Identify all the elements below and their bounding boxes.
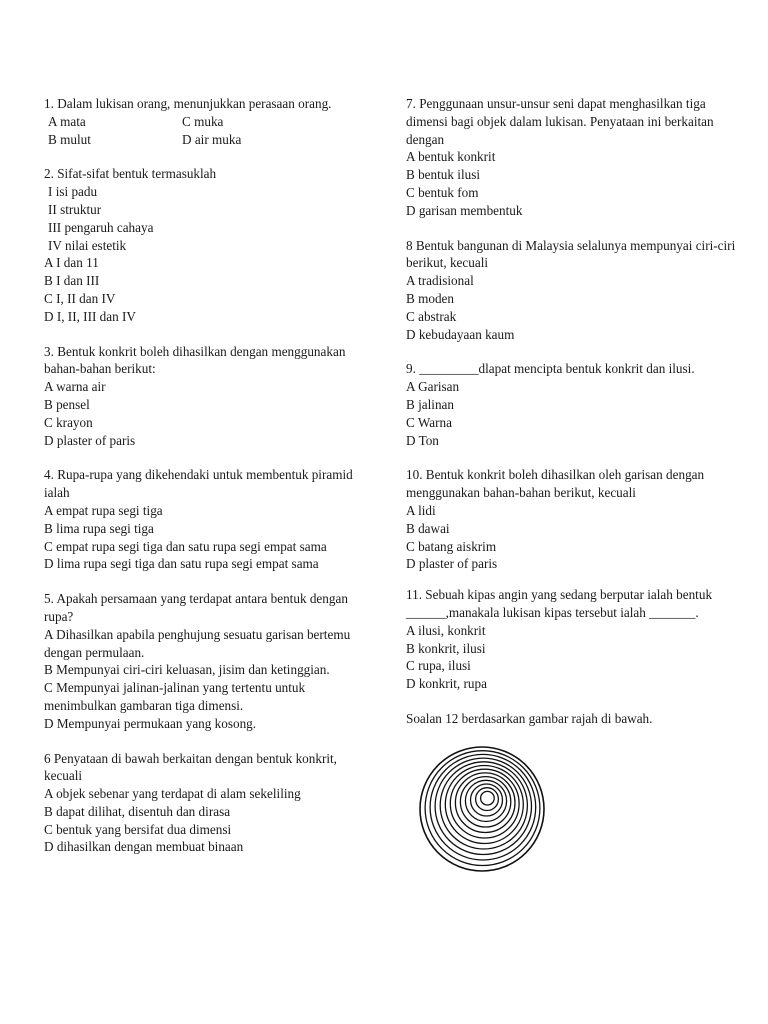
option-c: C krayon <box>44 414 93 430</box>
option-b: B dapat dilihat, disentuh dan dirasa <box>44 803 231 819</box>
concentric-circles-figure <box>418 744 548 874</box>
question-stem: 2. Sifat-sifat bentuk termasuklah <box>44 166 217 182</box>
left-column <box>44 95 374 856</box>
option-a: A warna air <box>44 379 106 395</box>
option-d: D plaster of paris <box>406 556 498 572</box>
option-d: D kebudayaan kaum <box>406 326 515 342</box>
option-a: A I dan 11 <box>44 255 99 271</box>
option-a: A tradisional <box>406 273 474 289</box>
option-c: C Mempunyai jalinan-jalinan yang tertentu untuk menimbulkan gambaran tiga dimensi. <box>44 680 306 713</box>
option-d: D Mempunyai permukaan yang kosong. <box>44 715 257 731</box>
question-6 <box>44 750 374 857</box>
concentric-circles-figure <box>418 744 548 874</box>
option-c: C empat rupa segi tiga dan satu rupa segi empat sama <box>44 538 327 554</box>
option-d: D lima rupa segi tiga dan satu rupa segi empat sama <box>44 556 319 572</box>
roman-item: I isi padu <box>48 184 98 200</box>
option-c: C bentuk fom <box>406 184 479 200</box>
option-a: A Garisan <box>406 379 460 395</box>
option-d: D dihasilkan dengan membuat binaan <box>44 839 244 855</box>
option-b: B dawai <box>406 520 450 536</box>
roman-item: II struktur <box>48 201 102 217</box>
question-2 <box>44 165 374 325</box>
question-stem: 8 Bentuk bangunan di Malaysia selalunya mempunyai ciri-ciri berikut, kecuali <box>406 237 736 271</box>
option-b: B lima rupa segi tiga <box>44 520 154 536</box>
ring <box>465 780 506 821</box>
option-c: C Warna <box>406 414 452 430</box>
question-stem: 9. _________dlapat mencipta bentuk konkrit dan ilusi. <box>406 361 695 377</box>
option-b: B jalinan <box>406 396 454 412</box>
question-10 <box>406 466 736 573</box>
question-3 <box>44 343 374 450</box>
roman-item: IV nilai estetik <box>48 237 127 253</box>
option-c: C bentuk yang bersifat dua dimensi <box>44 821 232 837</box>
question-9 <box>406 360 736 449</box>
question-11 <box>406 586 736 693</box>
option-b: B I dan III <box>44 273 100 289</box>
option-d: D konkrit, rupa <box>406 676 487 692</box>
option-d: D garisan membentuk <box>406 202 523 218</box>
question-stem: 5. Apakah persamaan yang terdapat antara bentuk dengan rupa? <box>44 591 348 624</box>
question-12-intro <box>406 710 736 728</box>
question-stem: 11. Sebuah kipas angin yang sedang berputar ialah bentuk ______,manakala lukisan kipas tersebut ialah _______. <box>406 587 713 620</box>
question-stem: 7. Penggunaan unsur-unsur seni dapat menghasilkan tiga dimensi bagi objek dalam lukisan. Penyataan ini berkaitan dengan <box>406 96 714 147</box>
question-8 <box>406 237 736 344</box>
option-b: B konkrit, ilusi <box>406 640 486 656</box>
question-stem: Soalan 12 berdasarkan gambar rajah di bawah. <box>406 710 653 726</box>
right-column <box>406 95 736 874</box>
option-a: A mata <box>48 113 86 129</box>
option-c: C rupa, ilusi <box>406 658 471 674</box>
option-b: B mulut <box>48 131 91 147</box>
question-7 <box>406 95 736 220</box>
question-1 <box>44 95 374 148</box>
option-b: B Mempunyai ciri-ciri keluasan, jisim dan ketinggian. <box>44 662 330 678</box>
option-c: C batang aiskrim <box>406 538 497 554</box>
option-a: A lidi <box>406 502 436 518</box>
option-d: D plaster of paris <box>44 432 136 448</box>
option-a: A empat rupa segi tiga <box>44 502 163 518</box>
question-stem: 10. Bentuk konkrit boleh dihasilkan oleh garisan dengan menggunakan bahan-bahan berikut, kecuali <box>406 467 705 501</box>
option-c: C I, II dan IV <box>44 290 116 306</box>
option-a: A bentuk konkrit <box>406 149 496 165</box>
option-a: A Dihasilkan apabila penghujung sesuatu garisan bertemu dengan permulaan. <box>44 626 351 660</box>
question-stem: 1. Dalam lukisan orang, menunjukkan perasaan orang. <box>44 96 332 111</box>
ring <box>481 791 495 805</box>
option-grid <box>44 113 374 149</box>
option-d: D I, II, III dan IV <box>44 308 136 324</box>
question-stem: 6 Penyataan di bawah berkaitan dengan bentuk konkrit, kecuali <box>44 750 337 784</box>
option-b: B bentuk ilusi <box>406 167 480 183</box>
option-c: C muka <box>182 113 224 129</box>
option-b: B pensel <box>44 396 90 412</box>
option-b: B moden <box>406 290 454 306</box>
option-a: A objek sebenar yang terdapat di alam sekeliling <box>44 786 301 802</box>
option-a: A ilusi, konkrit <box>406 622 486 638</box>
question-4 <box>44 466 374 573</box>
option-d: D air muka <box>182 131 242 147</box>
question-stem: 3. Bentuk konkrit boleh dihasilkan dengan menggunakan bahan-bahan berikut: <box>44 343 346 377</box>
question-stem: 4. Rupa-rupa yang dikehendaki untuk membentuk piramid ialah <box>44 467 353 501</box>
option-c: C abstrak <box>406 308 457 324</box>
question-5 <box>44 590 374 732</box>
option-d: D Ton <box>406 432 439 448</box>
roman-item: III pengaruh cahaya <box>48 219 154 235</box>
